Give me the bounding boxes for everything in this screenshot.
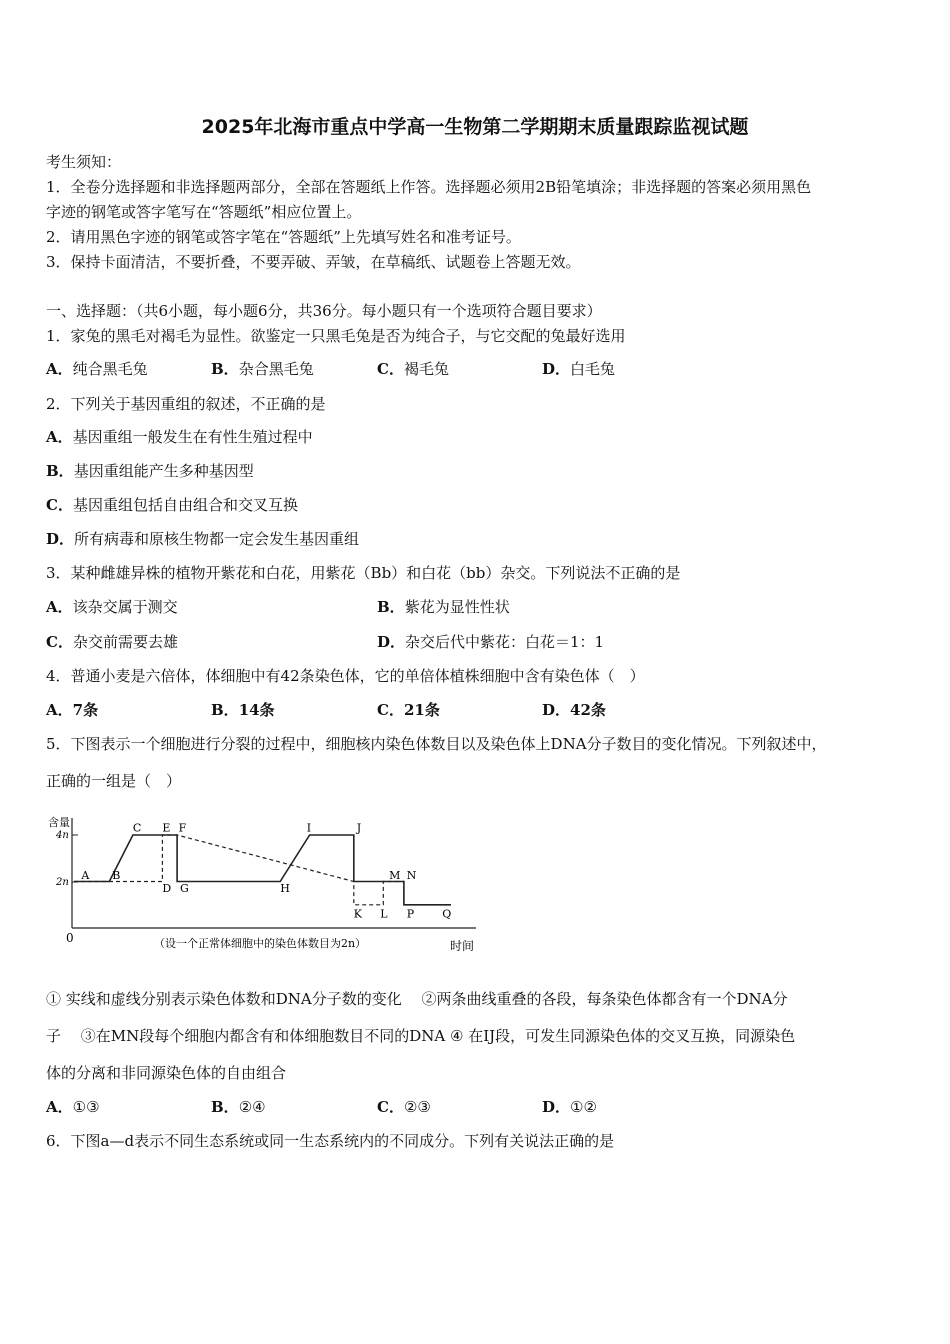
notice-item-1-cont: 字迹的钢笔或答字笔写在“答题纸”相应位置上。 (46, 203, 362, 221)
q1-stem: 1．家兔的黑毛对褐毛为显性。欲鉴定一只黑毛兔是否为纯合子，与它交配的兔最好选用 (46, 327, 626, 345)
q2-option-b (46, 460, 254, 482)
section-heading: 一、选择题：（共6小题，每小题6分，共36分。每小题只有一个选项符合题目要求） (46, 302, 602, 320)
point-label-M: M (389, 869, 401, 883)
option-text: 纯合黑毛兔 (72, 360, 148, 378)
q2-stem: 2．下列关于基因重组的叙述，不正确的是 (46, 395, 326, 413)
q1-option-a (46, 358, 148, 380)
option-label: B． (211, 360, 239, 378)
option-label: B． (211, 1098, 239, 1116)
option-text: 7条 (72, 701, 99, 719)
option-label: A． (46, 428, 73, 446)
option-text: ②④ (238, 1098, 266, 1116)
option-text: 14条 (238, 701, 275, 719)
option-label: B． (46, 462, 74, 480)
option-text: 杂交前需要去雄 (72, 633, 178, 651)
option-label: C． (46, 496, 73, 514)
q4-option-b (211, 699, 275, 721)
y-axis-label: 含量 (48, 816, 70, 829)
point-label-N: N (406, 869, 417, 883)
option-label: D． (542, 360, 571, 378)
q3-option-b (377, 596, 510, 618)
q5-option-c (377, 1096, 431, 1118)
option-text: 杂合黑毛兔 (238, 360, 314, 378)
q3-option-a (46, 596, 178, 618)
point-label-A: A (81, 869, 90, 883)
option-label: C． (377, 1098, 404, 1116)
option-label: D． (542, 1098, 571, 1116)
point-label-I: I (306, 821, 312, 835)
option-text: ②③ (403, 1098, 431, 1116)
q2-option-c (46, 494, 298, 516)
option-text: ①② (570, 1098, 597, 1116)
point-label-C: C (132, 821, 142, 835)
point-label-H: H (280, 882, 290, 895)
q5-option-b (211, 1096, 266, 1118)
option-text: 42条 (570, 701, 606, 719)
notice-item-3: 3．保持卡面清洁，不要折叠，不要弄破、弄皱，在草稿纸、试题卷上答题无效。 (46, 253, 581, 271)
q3-option-c (46, 631, 178, 653)
option-text: 所有病毒和原核生物都一定会发生基因重组 (74, 530, 360, 548)
notice-item-2: 2．请用黑色字迹的钢笔或答字笔在“答题纸”上先填写姓名和准考证号。 (46, 228, 521, 246)
point-label-P: P (406, 907, 415, 921)
option-label: B． (211, 701, 239, 719)
q5-chart (46, 806, 486, 956)
q1-option-c (377, 358, 449, 380)
point-label-G: G (180, 882, 189, 895)
option-label: C． (46, 633, 73, 651)
q3-option-d (377, 631, 604, 653)
point-label-L: L (380, 907, 388, 921)
point-label-K: K (353, 907, 363, 921)
option-text: 紫花为显性性状 (404, 598, 510, 616)
option-label: C． (377, 360, 404, 378)
option-label: D． (542, 701, 571, 719)
y-tick-label-4n: 4n (56, 830, 69, 841)
point-label-D: D (162, 882, 172, 895)
point-label-Q: Q (442, 907, 452, 921)
option-text: 21条 (403, 701, 440, 719)
q2-option-a (46, 426, 313, 448)
option-text: 杂交后代中紫花：白花＝1：1 (405, 633, 605, 651)
q5-statement-line-1: ① 实线和虚线分别表示染色体数和DNA分子数的变化 ②两条曲线重叠的各段，每条染色体都含有一个DNA分 (46, 990, 788, 1008)
option-label: A． (46, 598, 73, 616)
q4-option-d (542, 699, 606, 721)
option-text: 基因重组一般发生在有性生殖过程中 (72, 428, 313, 446)
notice-item-1: 1．全卷分选择题和非选择题两部分，全部在答题纸上作答。选择题必须用2B铅笔填涂；非选择题的答案必须用黑色 (46, 178, 812, 196)
q5-stem-line-1: 5．下图表示一个细胞进行分裂的过程中，细胞核内染色体数目以及染色体上DNA分子数目的变化情况。下列叙述中， (46, 735, 827, 753)
option-text: ①③ (72, 1098, 100, 1116)
option-label: B． (377, 598, 405, 616)
option-label: D． (377, 633, 406, 651)
q5-statement-line-2: 子 ③在MN段每个细胞内都含有和体细胞数目不同的DNA ④ 在IJ段，可发生同源染色体的交叉互换，同源染色 (46, 1027, 796, 1045)
point-label-E: E (162, 821, 171, 835)
y-tick-label-2n: 2n (56, 877, 69, 888)
notice-heading: 考生须知： (46, 153, 122, 171)
q3-stem: 3．某种雌雄异株的植物开紫花和白花，用紫花（Bb）和白花（bb）杂交。下列说法不正确的是 (46, 564, 681, 582)
q5-stem-line-2: 正确的一组是（ ） (46, 772, 182, 790)
option-label: A． (46, 360, 73, 378)
option-label: C． (377, 701, 404, 719)
q1-option-b (211, 358, 314, 380)
q5-figure (46, 806, 486, 960)
option-label: D． (46, 530, 75, 548)
origin-label: 0 (66, 931, 74, 945)
chart-caption: （设一个正常体细胞中的染色体数目为2n） (154, 937, 367, 950)
page-title: 2025年北海市重点中学高一生物第二学期期末质量跟踪监视试题 (201, 116, 749, 138)
q6-stem: 6．下图a—d表示不同生态系统或同一生态系统内的不同成分。下列有关说法正确的是 (46, 1132, 615, 1150)
option-label: A． (46, 1098, 73, 1116)
q4-stem: 4．普通小麦是六倍体，体细胞中有42条染色体，它的单倍体植株细胞中含有染色体（ ） (46, 667, 645, 685)
option-label: A． (46, 701, 73, 719)
point-label-F: F (178, 821, 187, 835)
q4-option-c (377, 699, 440, 721)
chart-point-labels (80, 822, 451, 921)
x-axis-label: 时间 (450, 939, 475, 953)
point-label-B: B (112, 869, 121, 883)
q5-option-d (542, 1096, 597, 1118)
q2-option-d (46, 528, 359, 550)
q1-option-d (542, 358, 615, 380)
option-text: 基因重组包括自由组合和交叉互换 (72, 496, 298, 514)
q4-option-a (46, 699, 98, 721)
point-label-J: J (356, 821, 362, 835)
option-text: 该杂交属于测交 (72, 598, 178, 616)
option-text: 白毛兔 (570, 360, 616, 378)
option-text: 基因重组能产生多种基因型 (73, 462, 254, 480)
option-text: 褐毛兔 (403, 360, 449, 378)
q5-statement-line-3: 体的分离和非同源染色体的自由组合 (46, 1064, 287, 1082)
q5-option-a (46, 1096, 100, 1118)
